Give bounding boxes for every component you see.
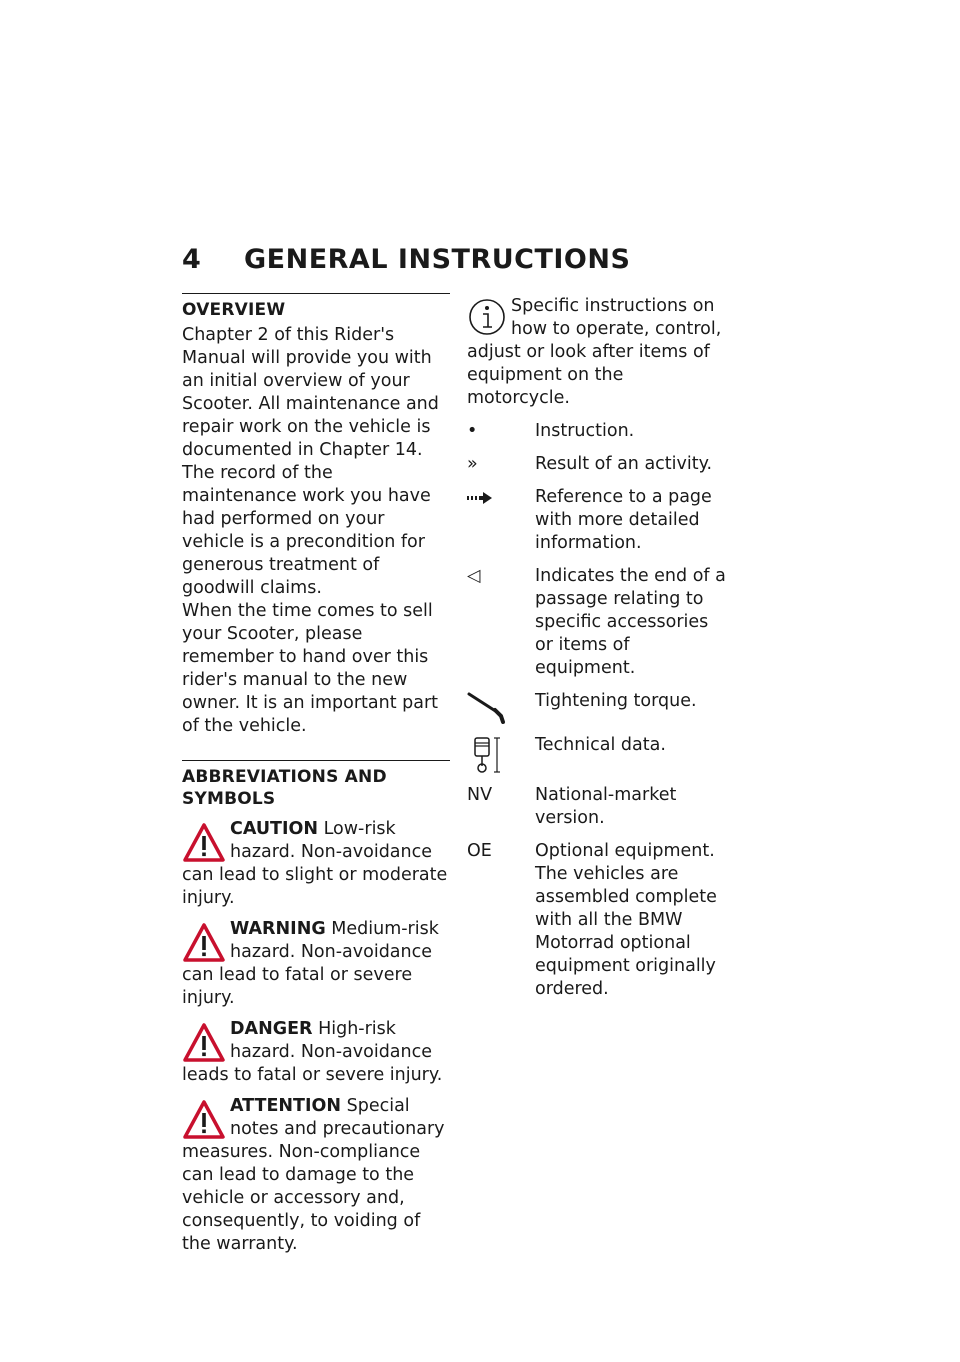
page-reference-arrow-icon xyxy=(467,491,493,505)
symbol-row-oe xyxy=(467,840,729,1001)
danger-notice xyxy=(182,1018,450,1087)
end-triangle-icon: ◁ xyxy=(467,566,481,586)
symbol-description: Indicates the end of a passage relating to specific accessories or items of equipment. xyxy=(535,566,726,678)
piston-icon xyxy=(467,734,503,774)
caution-notice xyxy=(182,818,450,910)
notice-text: Low-risk hazard. Non-avoidance can lead to slight or moderate injury. xyxy=(182,819,448,908)
notice-text: Special notes and precautionary measures. Non-compliance can lead to damage to the vehicle or accessory and, consequently, to voiding of the warranty. xyxy=(182,1096,445,1254)
torque-wrench-icon xyxy=(467,690,507,724)
notice-keyword: DANGER xyxy=(230,1019,313,1039)
result-arrow-icon: » xyxy=(467,454,478,474)
overview-paragraph-3: When the time comes to sell your Scooter, please remember to hand over this rider's manual to the new owner. It is an important part of the vehicle. xyxy=(182,601,439,736)
notice-keyword: CAUTION xyxy=(230,819,319,839)
symbol-description: Tightening torque. xyxy=(535,691,697,711)
right-column xyxy=(467,289,729,1001)
attention-notice xyxy=(182,1095,450,1256)
symbol-description: Result of an activity. xyxy=(535,454,713,474)
warning-triangle-icon xyxy=(182,1099,226,1141)
overview-paragraph-2: The record of the maintenance work you have had performed on your vehicle is a precondition for generous treatment of goodwill claims. xyxy=(182,463,431,598)
notice-keyword: WARNING xyxy=(230,919,326,939)
symbol-row-nv xyxy=(467,784,729,830)
chapter-title xyxy=(182,244,630,275)
info-notice xyxy=(467,295,729,410)
overview-paragraph-1: Chapter 2 of this Rider's Manual will provide you with an initial overview of your Scooter. All maintenance and repair work on the vehicle is documented in Chapter 14. xyxy=(182,325,439,460)
symbol-description: National-market version. xyxy=(535,785,677,828)
warning-notice xyxy=(182,918,450,1010)
symbol-row-reference xyxy=(467,486,729,555)
warning-triangle-icon xyxy=(182,822,226,864)
section-divider xyxy=(182,293,450,294)
notice-text: High-risk hazard. Non-avoidance leads to fatal or severe injury. xyxy=(182,1019,443,1085)
info-text: Specific instructions on how to operate, control, adjust or look after items of equipment on the motorcycle. xyxy=(467,296,722,408)
symbol-row-instruction xyxy=(467,420,729,443)
chapter-title-text: GENERAL INSTRUCTIONS xyxy=(244,244,631,275)
overview-heading: OVERVIEW xyxy=(182,300,286,320)
warning-triangle-icon xyxy=(182,1022,226,1064)
symbol-description: Optional equipment. The vehicles are assembled complete with all the BMW Motorrad optional equipment originally ordered. xyxy=(535,841,717,999)
abbreviations-heading: ABBREVIATIONS AND SYMBOLS xyxy=(182,767,387,809)
symbol-row-end-marker xyxy=(467,565,729,680)
symbol-description: Instruction. xyxy=(535,421,635,441)
section-divider xyxy=(182,760,450,761)
symbol-description: Technical data. xyxy=(535,735,666,755)
notice-keyword: ATTENTION xyxy=(230,1096,342,1116)
chapter-number: 4 xyxy=(182,244,202,275)
symbol-row-torque xyxy=(467,690,729,724)
symbol-row-result xyxy=(467,453,729,476)
left-column xyxy=(182,293,450,1256)
notice-text: Medium-risk hazard. Non-avoidance can lead to fatal or severe injury. xyxy=(182,919,439,1008)
symbol-row-technical-data xyxy=(467,734,729,774)
warning-triangle-icon xyxy=(182,922,226,964)
nv-abbreviation: NV xyxy=(467,785,493,805)
bullet-icon: • xyxy=(467,421,478,441)
info-icon xyxy=(467,295,507,339)
oe-abbreviation: OE xyxy=(467,841,492,861)
symbol-description: Reference to a page with more detailed information. xyxy=(535,487,712,553)
